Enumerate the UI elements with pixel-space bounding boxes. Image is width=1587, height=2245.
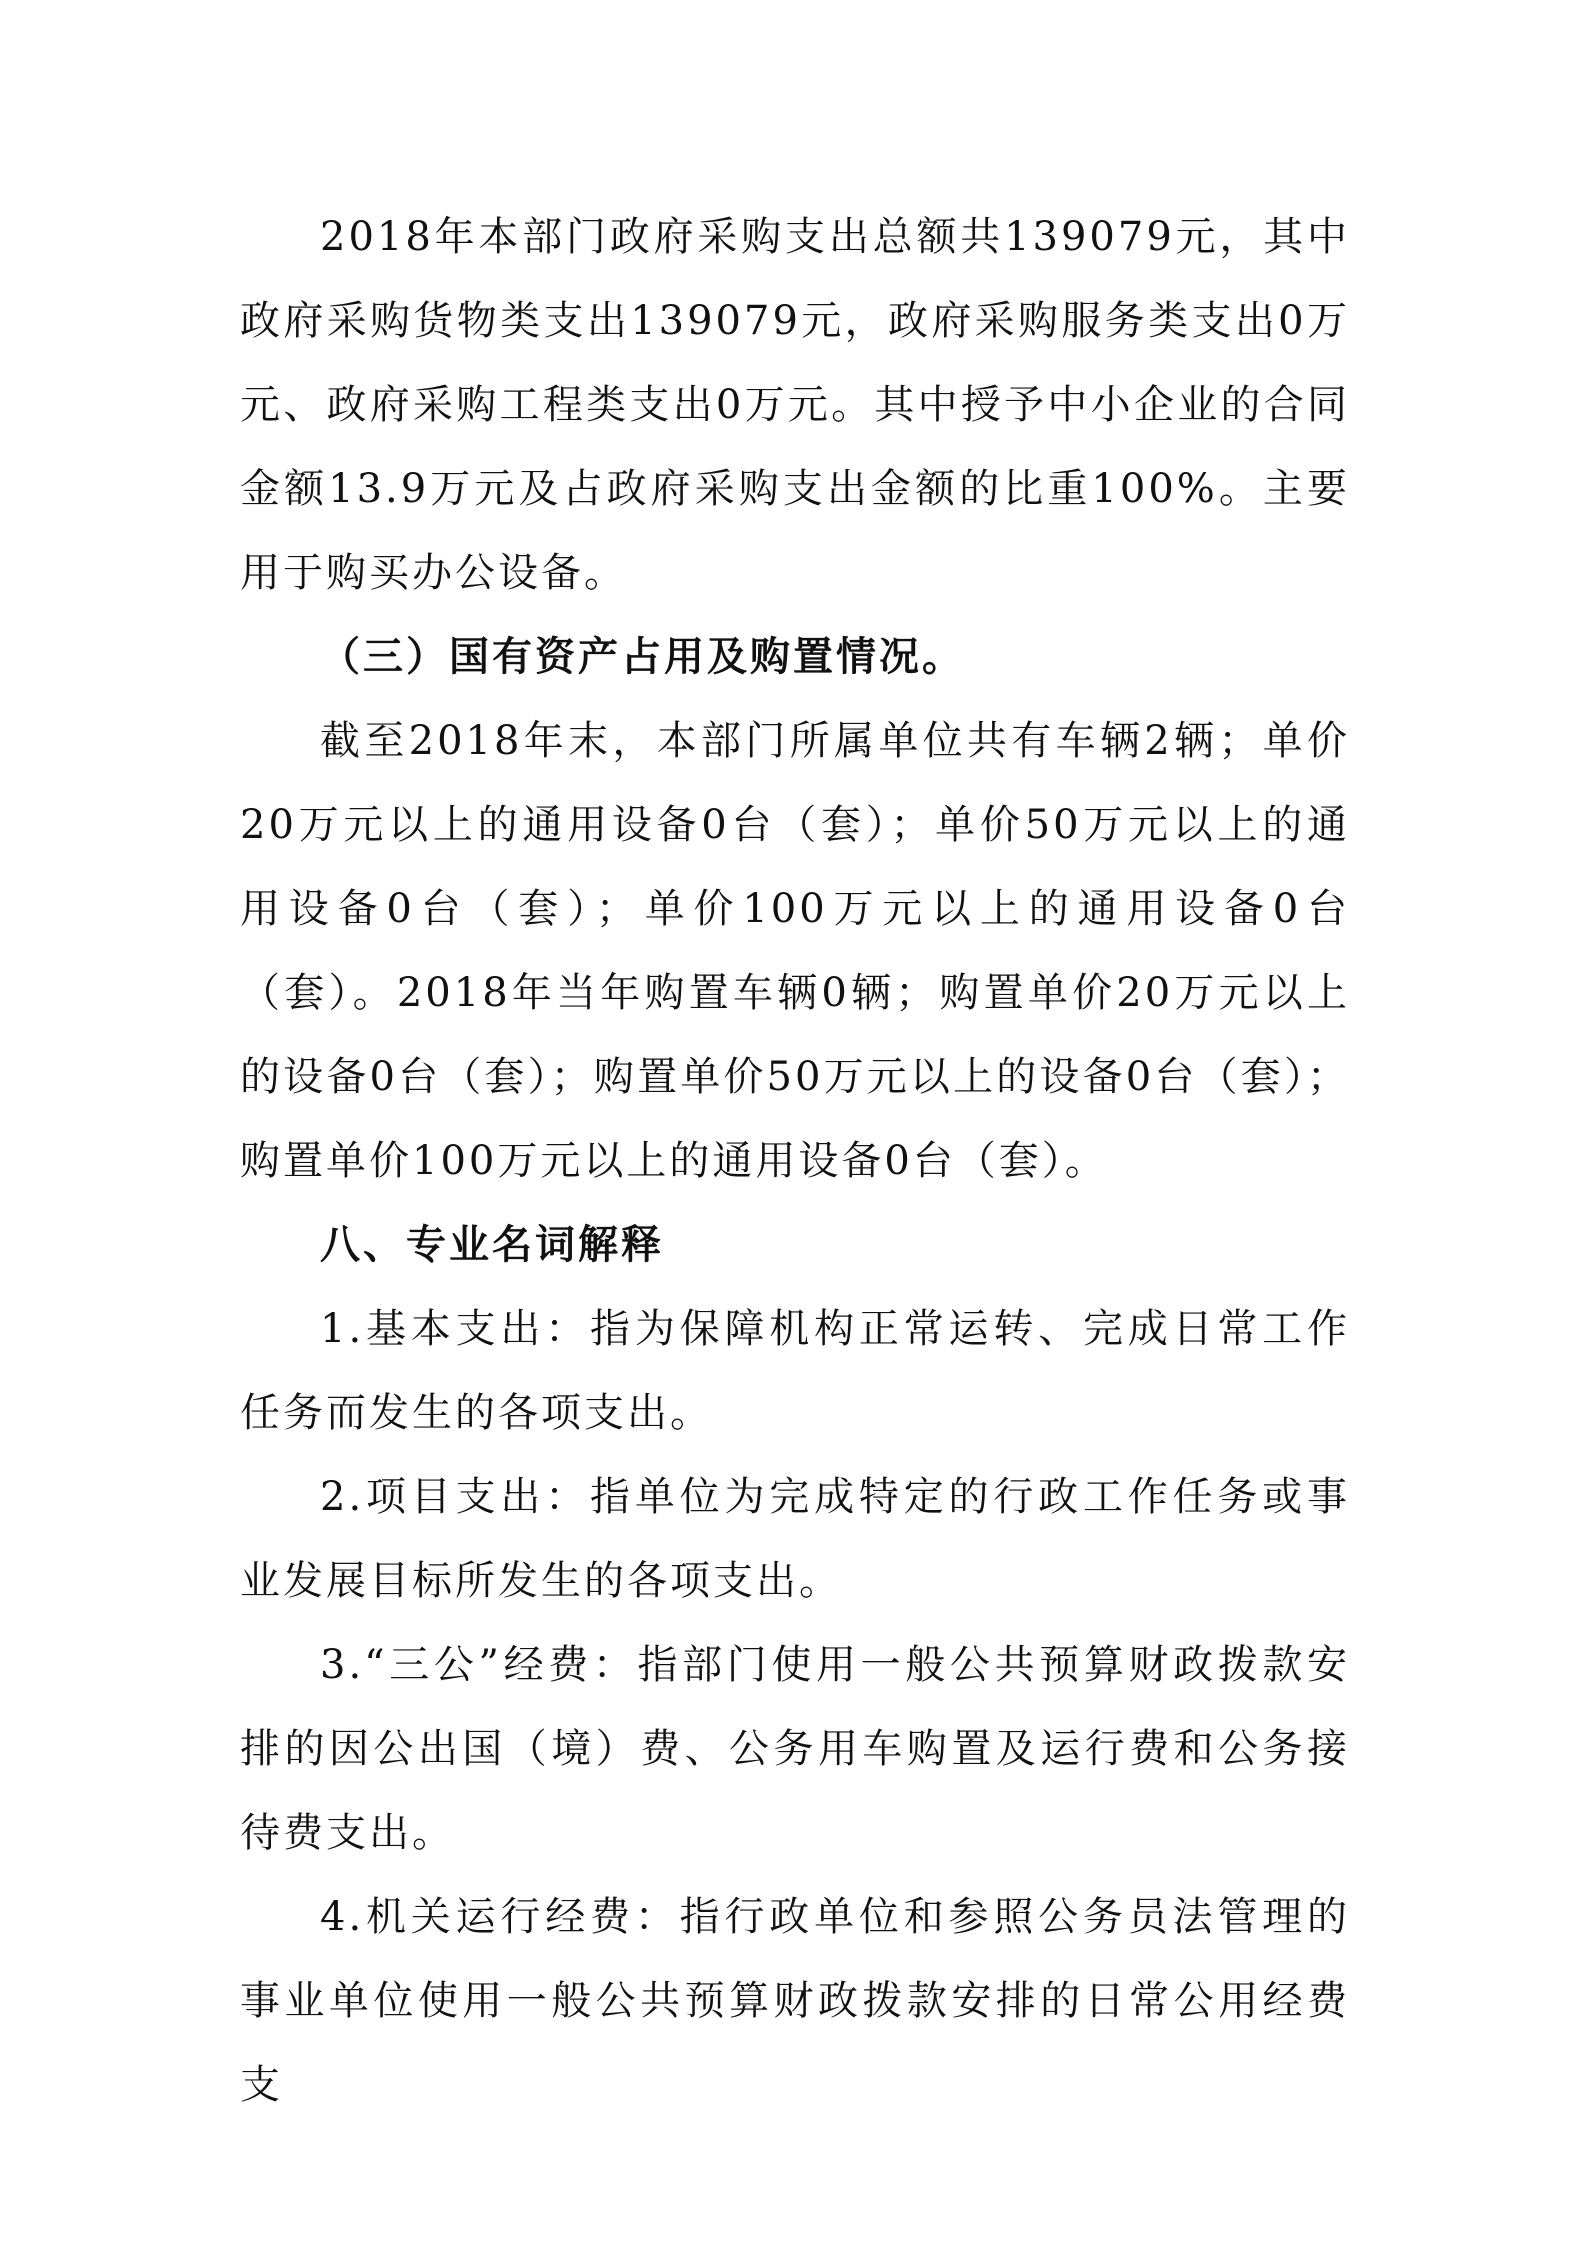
term-operating-funds: 4.机关运行经费：指行政单位和参照公务员法管理的事业单位使用一般公共预算财政拨款安排的日常公用经费支 bbox=[240, 1894, 1350, 2108]
section-3-heading: （三）国有资产占用及购置情况。 bbox=[320, 633, 965, 680]
procurement-paragraph: 2018年本部门政府采购支出总额共139079元，其中政府采购货物类支出139079元，政府采购服务类支出0万元、政府采购工程类支出0万元。其中授予中小企业的合同金额13.9万元及占政府采购支出金额的比重100%。主要用于购买办公设备。 bbox=[240, 214, 1350, 596]
document-body bbox=[240, 195, 1350, 2127]
term-three-public-funds: 3.“三公”经费：指部门使用一般公共预算财政拨款安排的因公出国（境）费、公务用车购置及运行费和公务接待费支出。 bbox=[240, 1642, 1350, 1856]
term-project-expenditure: 2.项目支出：指单位为完成特定的行政工作任务或事业发展目标所发生的各项支出。 bbox=[240, 1474, 1350, 1604]
assets-paragraph: 截至2018年末，本部门所属单位共有车辆2辆；单价20万元以上的通用设备0台（套）；单价50万元以上的通用设备0台（套）；单价100万元以上的通用设备0台（套）。2018年当年购置车辆0辆；购置单价20万元以上的设备0台（套）；购置单价50万元以上的设备0台（套）；购置单价100万元以上的通用设备0台（套）。 bbox=[240, 718, 1350, 1184]
section-8-heading: 八、专业名词解释 bbox=[320, 1221, 664, 1268]
term-basic-expenditure: 1.基本支出：指为保障机构正常运转、完成日常工作任务而发生的各项支出。 bbox=[240, 1306, 1350, 1436]
